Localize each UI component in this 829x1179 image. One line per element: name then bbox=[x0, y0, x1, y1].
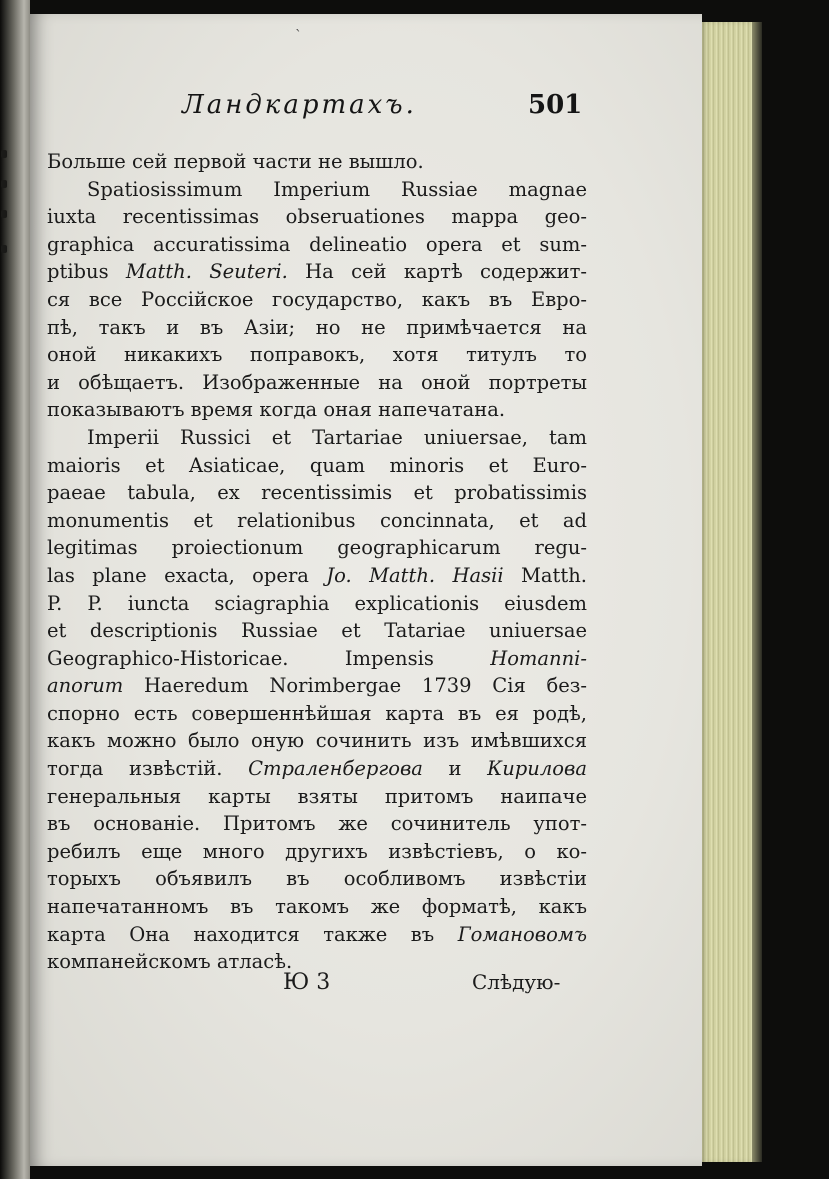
text-line: monumentis et relationibus concinnata, et ad bbox=[47, 508, 587, 532]
text-line: тогда извѣстій. Страленбергова и Кирилова bbox=[47, 757, 587, 781]
text-line: Spatiosissimum Imperium Russiae magnae bbox=[87, 177, 587, 201]
text-line: торыхъ объявилъ въ особливомъ извѣстіи bbox=[47, 867, 587, 891]
text-line: и обѣщаетъ. Изображенные на оной портреты bbox=[47, 370, 587, 394]
text-line: Больше сей первой части не вышло. bbox=[47, 150, 424, 173]
text-line: las plane exacta, opera Jo. Matth. Hasii Matth. bbox=[47, 563, 587, 587]
italic-name: Гомановомъ bbox=[457, 922, 588, 946]
text-line: ся все Россійское государство, какъ въ Евро- bbox=[47, 287, 587, 311]
text-line: компанейскомъ атласѣ. bbox=[47, 950, 293, 974]
text-line: оной никакихъ поправокъ, хотя титулъ то bbox=[47, 343, 587, 367]
text-line: спорно есть совершеннѣйшая карта въ ея родѣ, bbox=[47, 701, 587, 725]
italic-name: Jo. Matth. Hasii bbox=[326, 563, 504, 587]
text-line: ребилъ еще много другихъ извѣстіевъ, о ко- bbox=[47, 839, 587, 863]
margin-marks bbox=[1, 150, 11, 260]
text-line: ptibus Matth. Seuteri. На сей картѣ содержит- bbox=[47, 260, 588, 284]
italic-name: anorum bbox=[47, 674, 124, 698]
page-block-edge bbox=[700, 22, 758, 1162]
text-line: Geographico-Historicae. Impensis Homanni- bbox=[47, 646, 587, 670]
text-line: пѣ, такъ и въ Азіи; но не примѣчается на bbox=[47, 315, 587, 339]
body-text bbox=[47, 148, 587, 976]
italic-name: Matth. Seuteri. bbox=[125, 260, 288, 284]
italic-name: Кирилова bbox=[487, 757, 587, 781]
page-number: 501 bbox=[528, 90, 583, 120]
text-line: напечатанномъ въ такомъ же форматѣ, какъ bbox=[47, 895, 587, 919]
text-line: et descriptionis Russiae et Tatariae uniuersae bbox=[47, 619, 587, 643]
text-line: graphica accuratissima delineatio opera et sum- bbox=[47, 232, 587, 256]
text-line: карта Она находится также въ Гомановомъ bbox=[47, 922, 588, 946]
text-line: въ основаніе. Притомъ же сочинитель упот- bbox=[47, 812, 587, 836]
running-head: Ландкартахъ. bbox=[182, 90, 417, 120]
text-line: Imperii Russici et Tartariae uniuersae, tam bbox=[87, 425, 587, 449]
text-line: paeae tabula, ex recentissimis et probatissimis bbox=[47, 481, 587, 505]
catchword: Слѣдую- bbox=[472, 970, 561, 994]
text-line: P. P. iuncta sciagraphia explicationis eiusdem bbox=[47, 591, 587, 615]
italic-name: Homanni- bbox=[490, 646, 587, 670]
page-block-shadow bbox=[752, 22, 762, 1162]
text-line: anorum Haeredum Norimbergae 1739 Сія без- bbox=[47, 674, 588, 698]
italic-name: Страленбергова bbox=[248, 757, 423, 781]
text-line: legitimas proiectionum geographicarum regu- bbox=[47, 536, 587, 560]
page-speck: ˋ bbox=[295, 28, 302, 44]
text-line: генеральныя карты взяты притомъ наипаче bbox=[47, 784, 587, 808]
facing-page-edge bbox=[0, 0, 30, 1179]
signature-mark: Ю 3 bbox=[283, 970, 331, 995]
text-line: какъ можно было оную сочинить изъ имѣвшихся bbox=[47, 729, 587, 753]
text-line: iuxta recentissimas obseruationes mappa geo- bbox=[47, 205, 587, 229]
text-line: показываютъ время когда оная напечатана. bbox=[47, 398, 506, 422]
text-line: maioris et Asiaticae, quam minoris et Euro- bbox=[47, 453, 587, 477]
